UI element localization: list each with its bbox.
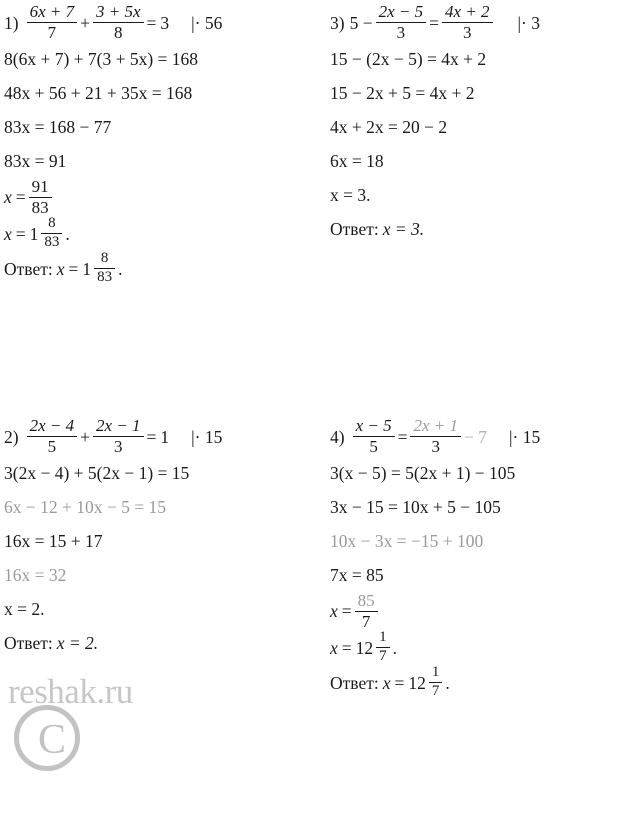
fraction: $\frac{85}{7}$ [355, 592, 378, 631]
fraction: $\frac{1}{7}$ [376, 630, 390, 665]
problem-2-line-1 [4, 418, 322, 457]
answer-label: Ответ: [330, 672, 379, 693]
fraction: $\frac{91}{83}$ [29, 178, 52, 217]
equals-sign: = [68, 258, 79, 279]
problem-2-line-5: 16x = 32 [4, 565, 67, 586]
problem-4-line-2: 3(x − 5) = 5(2x + 1) − 105 [330, 463, 516, 484]
problem-3-label: 3) [330, 12, 345, 33]
mixed-number: 1 $\frac{8}{83}$ [30, 217, 66, 252]
operator-plus: + [80, 426, 90, 447]
problem-1-block [4, 4, 322, 286]
problem-2-answer [4, 627, 322, 661]
answer-label: Ответ: [4, 633, 53, 654]
fraction: $\frac{x - 5}{5}$ [353, 417, 395, 456]
equals-sign: = [15, 224, 26, 244]
equals-sign: = [146, 426, 157, 447]
equals-sign: = [15, 187, 26, 208]
problem-2-line-6: x = 2. [4, 599, 45, 620]
watermark-text: reshak.ru [8, 672, 133, 711]
period: . [118, 258, 123, 279]
problem-4-line-5: 7x = 85 [330, 565, 384, 586]
equals-sign: = [397, 426, 408, 447]
equals-sign: = [429, 12, 439, 33]
problem-4-line-7 [330, 631, 643, 666]
problem-3-multiplier: |· 3 [517, 12, 540, 33]
problem-1-line-5: 83x = 91 [4, 151, 67, 172]
variable-x: x [330, 601, 338, 622]
problem-2-multiplier: |· 15 [191, 426, 223, 447]
copyright-letter: C [37, 717, 66, 763]
fraction: $\frac{4x + 2}{3}$ [442, 3, 493, 42]
equals-sign: = [146, 12, 157, 33]
problem-4-label: 4) [330, 426, 345, 447]
problem-1-line-4: 83x = 168 − 77 [4, 117, 112, 138]
fraction: $\frac{8}{83}$ [41, 216, 62, 251]
variable-x: x [4, 224, 12, 244]
problem-4-line-6 [330, 590, 643, 632]
problem-1-line-1 [4, 4, 322, 43]
problem-2-line-3: 6x − 12 + 10x − 5 = 15 [4, 497, 166, 518]
problem-3-line-6: x = 3. [330, 185, 371, 206]
equals-sign: = [341, 601, 352, 622]
problem-1-multiplier: |· 56 [191, 12, 223, 33]
fraction: $\frac{3 + 5x}{8}$ [93, 3, 144, 42]
mixed-number: 12 $\frac{1}{7}$ [356, 631, 393, 666]
problem-3-line-5: 6x = 18 [330, 151, 384, 172]
problem-4-answer [330, 663, 643, 701]
answer-value: x = 3. [382, 219, 425, 240]
tail-term: − 7 [464, 426, 488, 447]
period: . [445, 672, 450, 693]
problem-1-line-7 [4, 217, 322, 252]
fraction: $\frac{2x - 4}{5}$ [27, 417, 78, 456]
copyright-circle [14, 705, 80, 771]
problem-1-line-3: 48x + 56 + 21 + 35x = 168 [4, 83, 193, 104]
problem-1-line-6 [4, 176, 322, 218]
equals-sign: = [394, 672, 405, 693]
watermark [8, 650, 208, 780]
answer-label: Ответ: [4, 258, 53, 279]
problem-2-line-2: 3(2x − 4) + 5(2x − 1) = 15 [4, 463, 190, 484]
answer-value: x = 2. [56, 633, 99, 654]
problem-1-label: 1) [4, 12, 19, 33]
problem-4-multiplier: |· 15 [509, 426, 541, 447]
problem-3-line-2: 15 − (2x − 5) = 4x + 2 [330, 49, 487, 70]
problem-3-line-3: 15 − 2x + 5 = 4x + 2 [330, 83, 475, 104]
problem-2-block [4, 418, 322, 661]
fraction: $\frac{1}{7}$ [429, 665, 443, 700]
problem-3-line-4: 4x + 2x = 20 − 2 [330, 117, 448, 138]
rhs-value: 3 [160, 12, 170, 33]
variable-x: x [382, 672, 391, 693]
problem-3-line-1 [330, 4, 643, 43]
problem-1-line-2: 8(6x + 7) + 7(3 + 5x) = 168 [4, 49, 199, 70]
fraction: $\frac{8}{83}$ [94, 251, 115, 286]
variable-x: x [330, 638, 338, 658]
problem-2-line-4: 16x = 15 + 17 [4, 531, 103, 552]
fraction: $\frac{2x + 1}{3}$ [410, 417, 461, 456]
fraction: $\frac{6x + 7}{7}$ [27, 3, 78, 42]
variable-x: x [4, 187, 12, 208]
problem-4-block [330, 418, 643, 700]
problem-3-block [330, 4, 643, 247]
rhs-value: 1 [160, 426, 170, 447]
problem-2-label: 2) [4, 426, 19, 447]
fraction: $\frac{2x - 5}{3}$ [376, 3, 427, 42]
answer-label: Ответ: [330, 219, 379, 240]
mixed-number: 12 $\frac{1}{7}$ [408, 666, 445, 701]
equals-sign: = [341, 638, 352, 658]
period: . [392, 638, 398, 658]
operator-plus: + [80, 12, 90, 33]
problem-1-answer [4, 249, 322, 287]
problem-4-line-4: 10x − 3x = −15 + 100 [330, 531, 484, 552]
mixed-number: 1 $\frac{8}{83}$ [82, 252, 118, 287]
fraction: $\frac{2x - 1}{3}$ [93, 417, 144, 456]
problem-3-answer [330, 213, 643, 247]
problem-4-line-1 [330, 418, 643, 457]
variable-x: x [56, 258, 65, 279]
problem-4-line-3: 3x − 15 = 10x + 5 − 105 [330, 497, 501, 518]
period: . [65, 224, 70, 244]
lead-term: 5 − [349, 12, 373, 33]
